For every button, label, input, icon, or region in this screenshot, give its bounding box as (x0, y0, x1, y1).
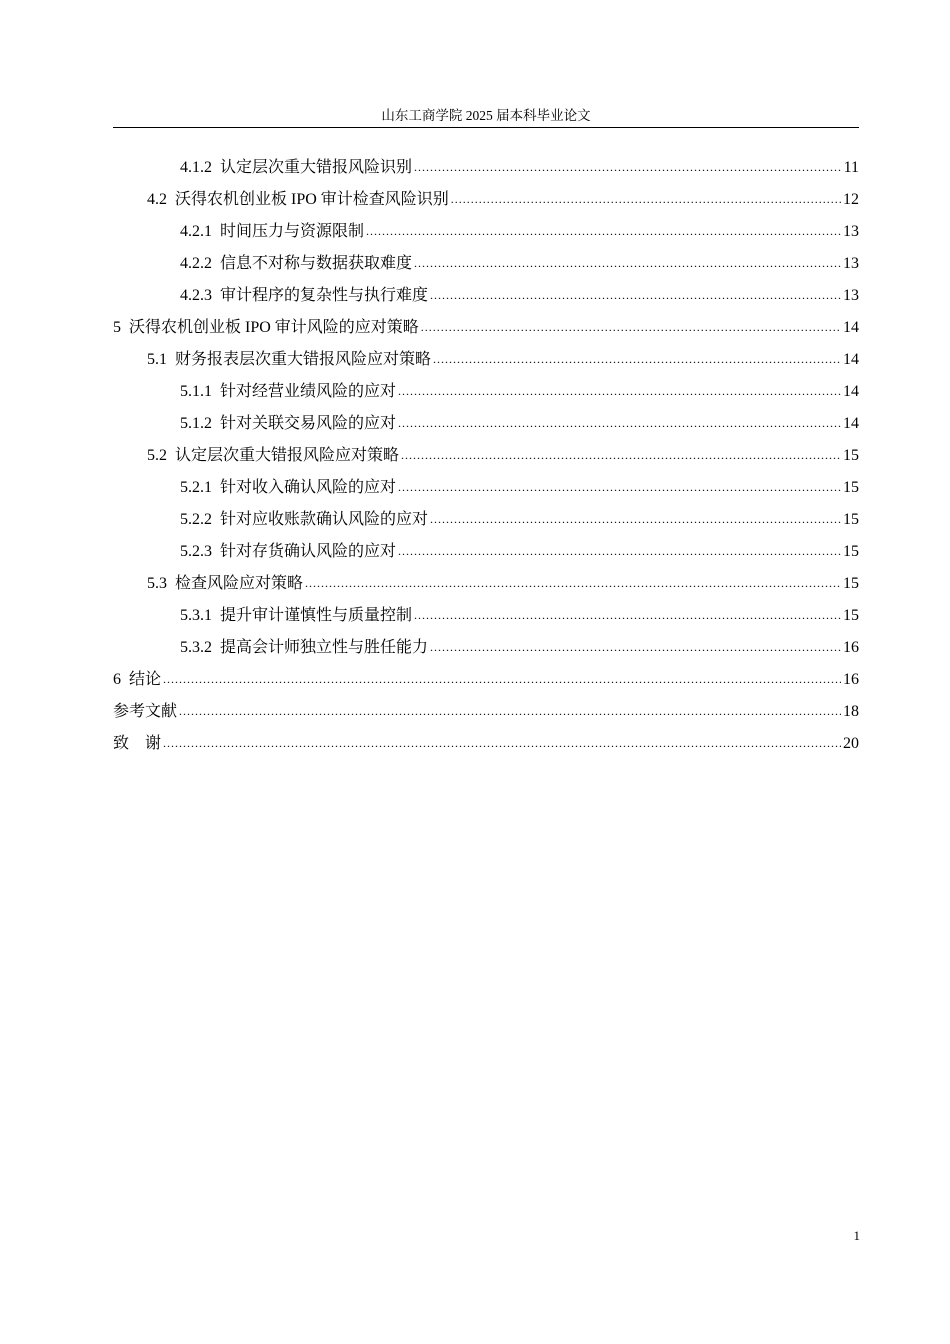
toc-entry-page: 14 (843, 319, 859, 336)
toc-dot-leader (430, 503, 841, 535)
toc-entry-page: 13 (843, 287, 859, 304)
toc-entry-number: 5.3.1 (180, 607, 212, 624)
toc-entry-page: 15 (843, 479, 859, 496)
toc-entry-number: 4.2.1 (180, 223, 212, 240)
toc-entry-page: 15 (843, 607, 859, 624)
toc-entry-title: 时间压力与资源限制 (220, 223, 365, 240)
toc-entry-number: 6 (113, 671, 121, 688)
toc-dot-leader (414, 599, 841, 631)
toc-entry[interactable] (113, 536, 859, 568)
toc-dot-leader (414, 247, 841, 279)
toc-dot-leader (398, 471, 841, 503)
toc-entry-title: 信息不对称与数据获取难度 (220, 255, 413, 272)
toc-entry-number: 4.1.2 (180, 159, 212, 176)
toc-entry-page: 18 (843, 703, 859, 720)
toc-entry-title: 针对存货确认风险的应对 (220, 543, 397, 560)
toc-entry-page: 20 (843, 735, 859, 752)
toc-entry[interactable] (113, 184, 859, 216)
toc-dot-leader (163, 663, 841, 695)
toc-entry[interactable] (113, 312, 859, 344)
toc-entry-title: 结论 (129, 671, 162, 688)
toc-entry[interactable] (113, 216, 859, 248)
toc-entry-number: 5.2.1 (180, 479, 212, 496)
toc-entry-number: 5 (113, 319, 121, 336)
toc-dot-leader (163, 727, 841, 759)
toc-entry[interactable] (113, 728, 859, 760)
toc-dot-leader (398, 535, 841, 567)
toc-entry-page: 15 (843, 447, 859, 464)
toc-entry[interactable] (113, 280, 859, 312)
toc-dot-leader (398, 407, 841, 439)
toc-entry-number: 4.2.2 (180, 255, 212, 272)
toc-entry-title: 检查风险应对策略 (175, 575, 304, 592)
toc-entry-title: 认定层次重大错报风险应对策略 (175, 447, 400, 464)
toc-entry-page: 13 (843, 255, 859, 272)
toc-entry[interactable] (113, 632, 859, 664)
toc-entry-number: 5.2.2 (180, 511, 212, 528)
toc-entry-title: 针对经营业绩风险的应对 (220, 383, 397, 400)
toc-entry-title: 审计程序的复杂性与执行难度 (220, 287, 429, 304)
toc-entry-page: 11 (843, 159, 859, 176)
toc-entry-number: 5.2.3 (180, 543, 212, 560)
page-number: 1 (853, 1228, 860, 1243)
toc-dot-leader (398, 375, 841, 407)
toc-entry[interactable] (113, 376, 859, 408)
toc-entry[interactable] (113, 664, 859, 696)
toc-dot-leader (366, 215, 841, 247)
toc-entry[interactable] (113, 152, 859, 184)
toc-entry-page: 16 (843, 671, 859, 688)
toc-dot-leader (305, 567, 841, 599)
toc-entry-number: 5.1 (147, 351, 167, 368)
toc-entry-page: 14 (843, 383, 859, 400)
toc-entry[interactable] (113, 344, 859, 376)
toc-entry-number: 5.3 (147, 575, 167, 592)
toc-entry[interactable] (113, 408, 859, 440)
toc-dot-leader (430, 279, 841, 311)
toc-entry-page: 13 (843, 223, 859, 240)
toc-entry-title: 致 谢 (113, 735, 162, 752)
toc-entry-page: 14 (843, 415, 859, 432)
table-of-contents (113, 152, 859, 760)
toc-entry-number: 4.2.3 (180, 287, 212, 304)
toc-entry-page: 15 (843, 511, 859, 528)
toc-dot-leader (433, 343, 841, 375)
toc-entry[interactable] (113, 504, 859, 536)
toc-dot-leader (179, 695, 841, 727)
toc-entry-title: 针对收入确认风险的应对 (220, 479, 397, 496)
toc-entry-number: 4.2 (147, 191, 167, 208)
toc-entry[interactable] (113, 440, 859, 472)
toc-entry-page: 14 (843, 351, 859, 368)
toc-dot-leader (414, 151, 842, 183)
toc-dot-leader (401, 439, 841, 471)
toc-entry-page: 15 (843, 543, 859, 560)
header-rule (113, 127, 859, 128)
running-header: 山东工商学院 2025 届本科毕业论文 (381, 108, 591, 123)
toc-entry-title: 沃得农机创业板 IPO 审计风险的应对策略 (129, 319, 419, 336)
toc-dot-leader (451, 183, 841, 215)
toc-entry-page: 15 (843, 575, 859, 592)
toc-entry[interactable] (113, 472, 859, 504)
toc-entry-title: 提高会计师独立性与胜任能力 (220, 639, 429, 656)
toc-entry-title: 财务报表层次重大错报风险应对策略 (175, 351, 432, 368)
toc-entry-number: 5.3.2 (180, 639, 212, 656)
toc-entry[interactable] (113, 696, 859, 728)
toc-entry-title: 针对关联交易风险的应对 (220, 415, 397, 432)
toc-entry-title: 针对应收账款确认风险的应对 (220, 511, 429, 528)
toc-entry-title: 认定层次重大错报风险识别 (220, 159, 413, 176)
toc-entry-page: 12 (843, 191, 859, 208)
toc-entry-page: 16 (843, 639, 859, 656)
toc-entry-number: 5.1.1 (180, 383, 212, 400)
toc-entry-title: 参考文献 (113, 703, 178, 720)
toc-entry[interactable] (113, 248, 859, 280)
toc-entry-number: 5.2 (147, 447, 167, 464)
toc-entry-title: 提升审计谨慎性与质量控制 (220, 607, 413, 624)
toc-entry-number: 5.1.2 (180, 415, 212, 432)
toc-entry[interactable] (113, 568, 859, 600)
toc-dot-leader (421, 311, 841, 343)
toc-entry-title: 沃得农机创业板 IPO 审计检查风险识别 (175, 191, 449, 208)
toc-entry[interactable] (113, 600, 859, 632)
toc-dot-leader (430, 631, 841, 663)
